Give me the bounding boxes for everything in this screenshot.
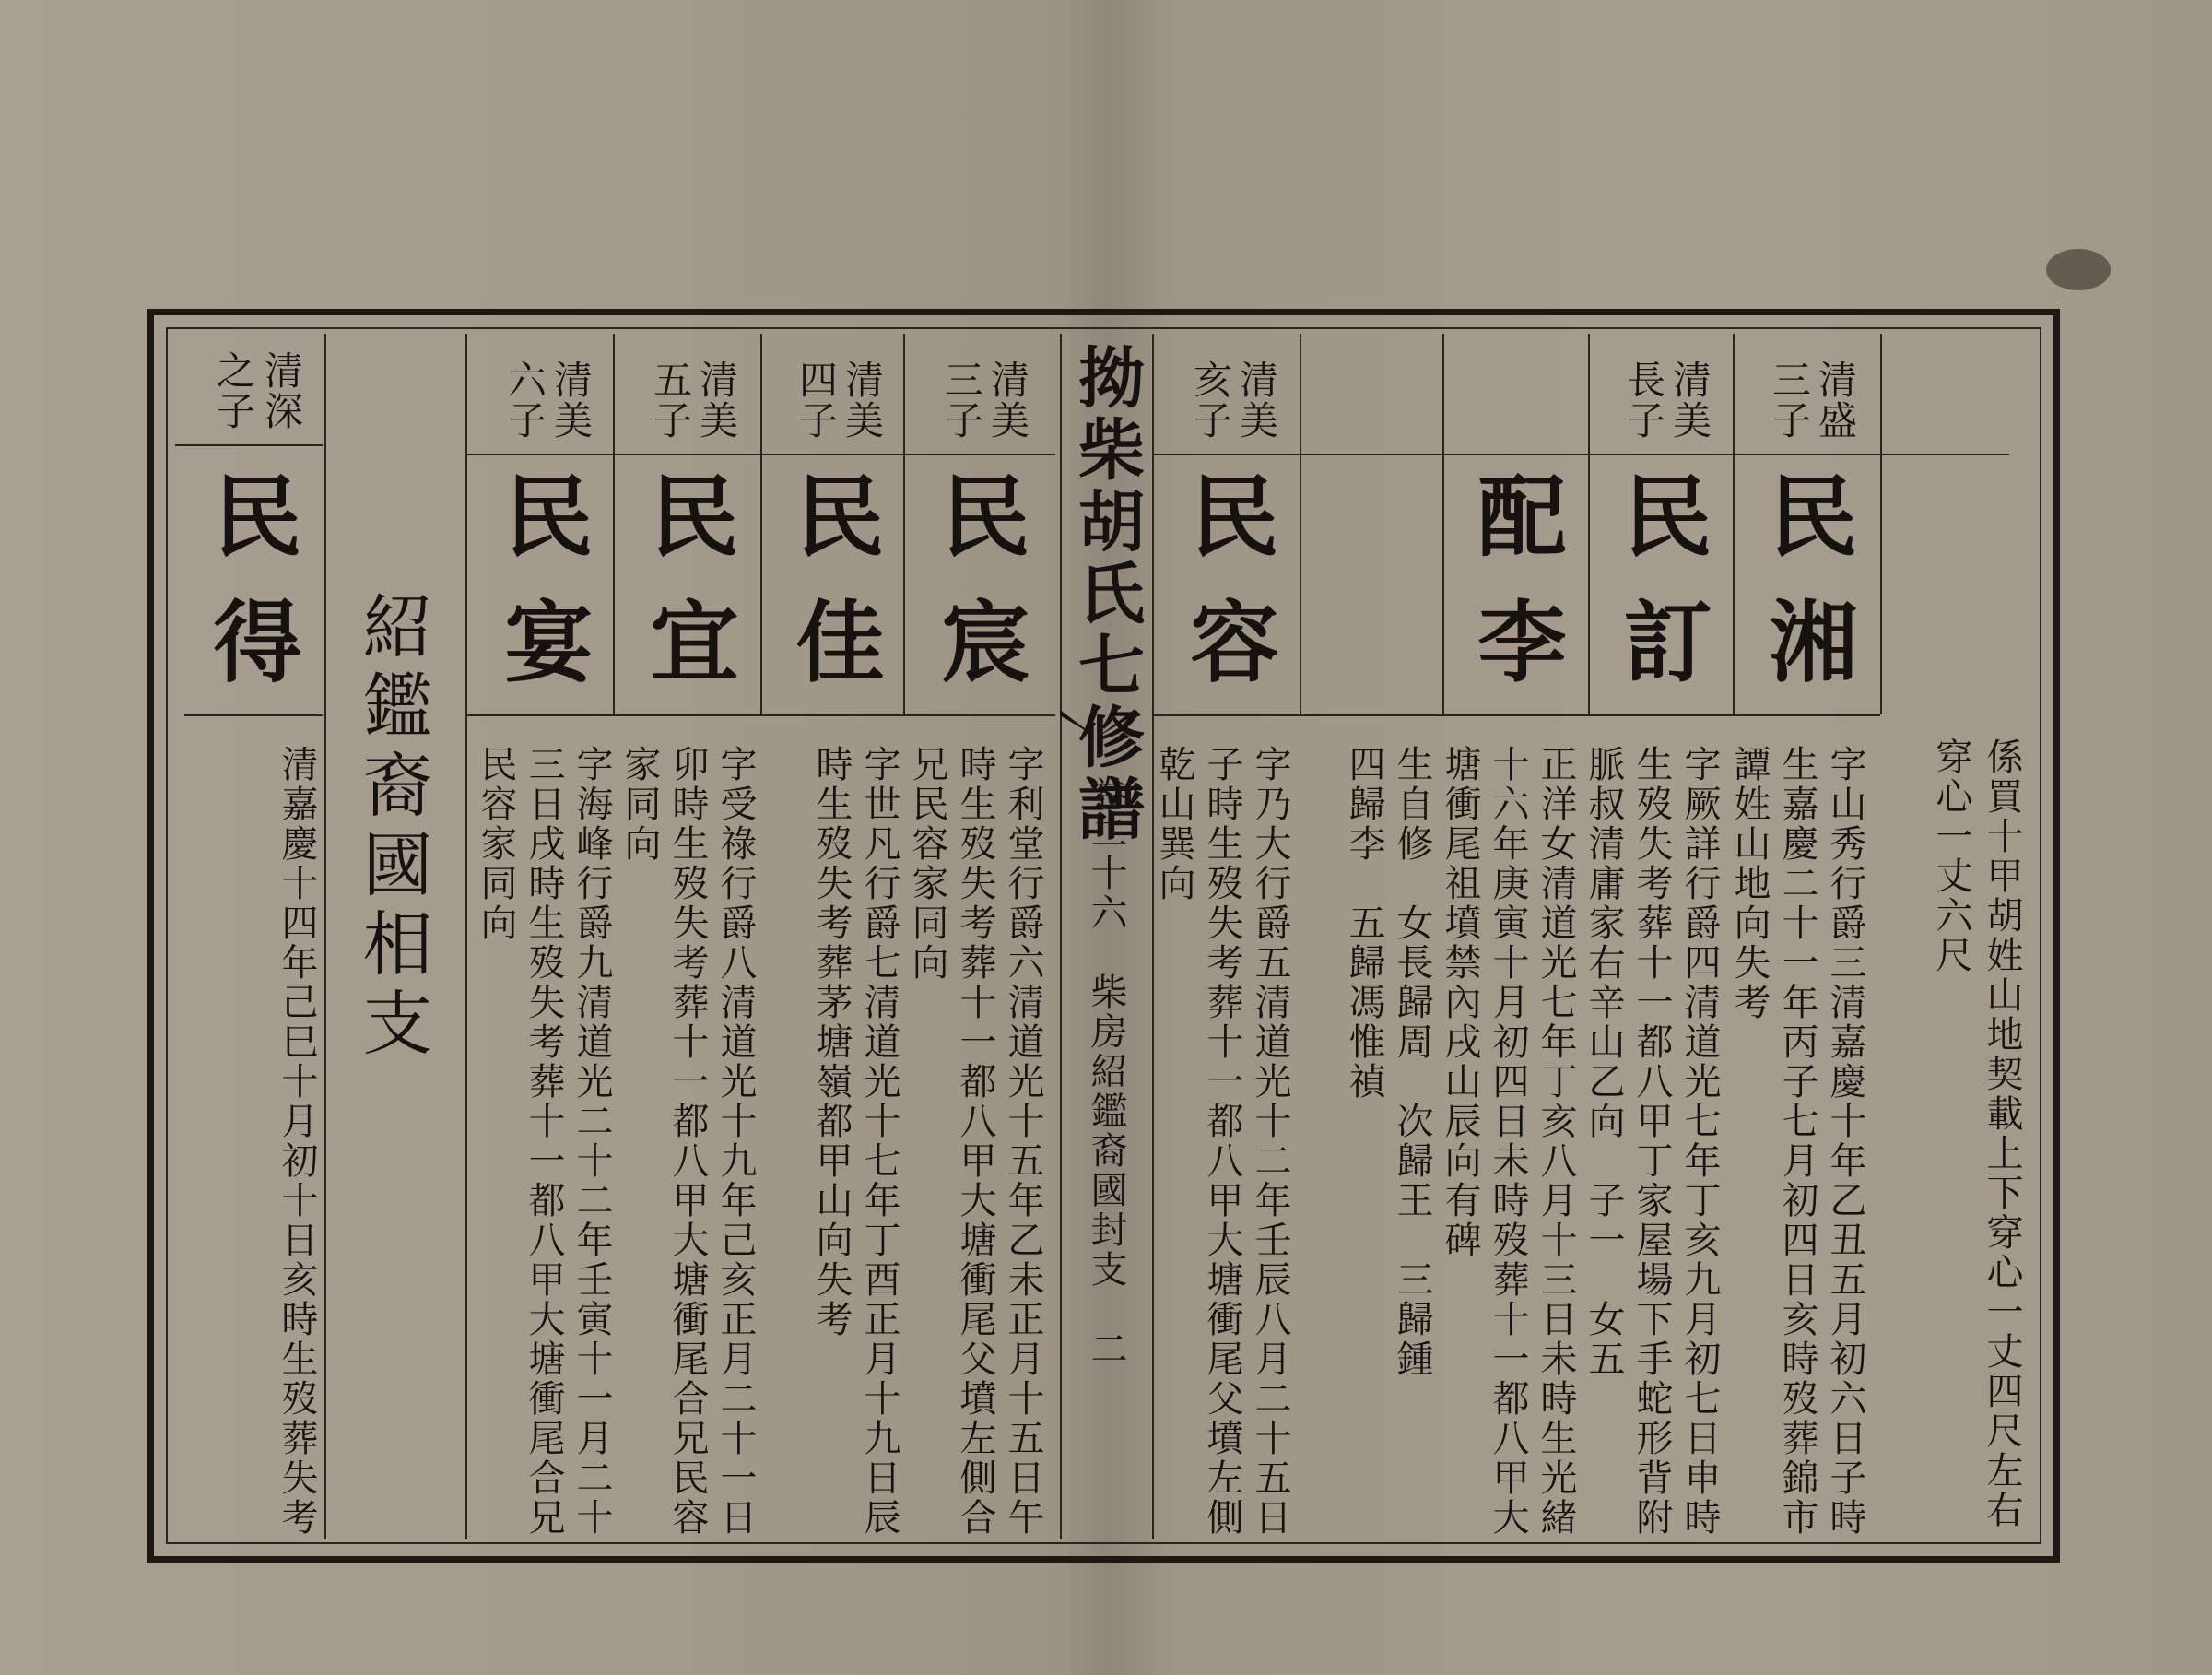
bio-line: 民容家同向 xyxy=(475,745,517,943)
center-column-left xyxy=(1060,334,1062,1539)
bio-line: 生歿失考葬十一都八甲丁家屋場下手蛇形背附 xyxy=(1630,745,1673,1538)
bio-line: 字受祿行爵八清道光十九年己亥正月二十一日 xyxy=(714,745,757,1538)
ink-stain xyxy=(2046,249,2111,290)
bio-line: 字厥詳行爵四清道光七年丁亥九月初七日申時 xyxy=(1678,745,1721,1538)
book-title: 拗柴胡氏七修譜 xyxy=(1067,343,1146,846)
person-name: 民宜 xyxy=(636,470,740,721)
bio-line: 乾山巽向 xyxy=(1153,745,1195,903)
parent-relation: 亥子 xyxy=(1188,360,1233,441)
parent-relation: 六子 xyxy=(502,360,547,441)
parent-relation: 三子 xyxy=(939,360,984,441)
person-name: 民宴 xyxy=(490,470,594,721)
parent-relation: 長子 xyxy=(1621,360,1666,441)
person-name: 民佳 xyxy=(782,470,886,721)
bio-line: 三日戌時生歿失考葬十一都八甲大塘衝尾合兄 xyxy=(523,745,565,1538)
person-name: 民訂 xyxy=(1609,470,1713,721)
bio-line: 十六年庚寅十月初四日未時歿葬十一都八甲大 xyxy=(1487,745,1529,1538)
header-rule-far-left xyxy=(175,444,323,446)
bio-line: 清嘉慶十四年己巳十月初十日亥時生歿葬失考 xyxy=(276,745,318,1538)
parent-name: 清深 xyxy=(259,350,304,431)
parent-name: 清美 xyxy=(1234,360,1279,441)
person-name: 民宸 xyxy=(927,470,1031,721)
center-column-right xyxy=(1152,334,1154,1539)
parent-relation: 五子 xyxy=(648,360,693,441)
spouse-name: 配李 xyxy=(1464,470,1568,721)
column-divider xyxy=(465,334,467,1539)
parent-relation: 三子 xyxy=(1767,360,1812,441)
right-note-line-2: 穿心一丈六尺 xyxy=(1930,737,1972,975)
parent-name: 清美 xyxy=(694,360,739,441)
bio-line: 時生歿失考葬十一都八甲大塘衝尾父墳左側合 xyxy=(954,745,996,1538)
bio-line: 子時生歿失考葬十一都八甲大塘衝尾父墳左側 xyxy=(1201,745,1243,1538)
branch-heading: 紹鑑裔國相支 xyxy=(351,590,433,1066)
column-divider xyxy=(903,334,905,714)
parent-name: 清美 xyxy=(548,360,594,441)
parent-name: 清美 xyxy=(1667,360,1712,441)
column-divider xyxy=(1300,334,1301,714)
person-name: 民容 xyxy=(1176,470,1280,721)
parent-name: 清美 xyxy=(985,360,1030,441)
column-divider xyxy=(1880,334,1882,714)
person-name: 民得 xyxy=(199,470,303,721)
bio-line: 生自修 女長歸周 次歸王 三歸鍾 xyxy=(1391,745,1433,1379)
parent-relation: 之子 xyxy=(211,350,256,431)
column-divider xyxy=(760,334,762,714)
parent-name: 清美 xyxy=(840,360,885,441)
column-divider xyxy=(1588,334,1590,714)
person-name: 民湘 xyxy=(1755,470,1859,721)
bio-line: 時生歿失考葬茅塘嶺都甲山向失考 xyxy=(810,745,853,1339)
column-divider xyxy=(1733,334,1735,714)
parent-name: 清盛 xyxy=(1813,360,1858,441)
bio-line: 脈叔清庸家右辛山乙向 子一 女五 xyxy=(1583,745,1625,1379)
column-divider xyxy=(613,334,615,714)
bio-line: 正洋女清道光七年丁亥八月十三日未時生光緒 xyxy=(1535,745,1577,1538)
column-divider xyxy=(1442,334,1444,714)
bio-line: 家同向 xyxy=(618,745,661,864)
bio-line: 字海峰行爵九清道光二十二年壬寅十一月二十 xyxy=(571,745,613,1538)
page-label: 卷二十六 柴房紹鑑裔國封支 二 xyxy=(1085,774,1127,1369)
bio-line: 卯時生歿失考葬十一都八甲大塘衝尾合兄民容 xyxy=(666,745,709,1538)
bio-line: 字利堂行爵六清道光十五年乙未正月十五日午 xyxy=(1002,745,1044,1538)
bio-line: 四歸李 五歸馮惟禎 xyxy=(1343,745,1385,1102)
bio-line: 字乃大行爵五清道光十二年壬辰八月二十五日 xyxy=(1249,745,1291,1538)
bio-line: 譚姓山地向失考 xyxy=(1728,745,1771,1022)
column-divider xyxy=(324,334,326,1539)
bio-line: 塘衝尾祖墳禁內戌山辰向有碑 xyxy=(1439,745,1481,1260)
parent-relation: 四子 xyxy=(794,360,839,441)
bio-line: 兄民容家同向 xyxy=(906,745,948,983)
bio-line: 字世凡行爵七清道光十七年丁酉正月十九日辰 xyxy=(858,745,900,1538)
right-note-line-1: 係買十甲胡姓山地契載上下穿心一丈四尺左右 xyxy=(1981,737,2023,1530)
bio-line: 生嘉慶二十一年丙子七月初四日亥時歿葬錦市 xyxy=(1776,745,1818,1538)
bio-line: 字山秀行爵三清嘉慶十年乙丑五月初六日子時 xyxy=(1824,745,1866,1538)
